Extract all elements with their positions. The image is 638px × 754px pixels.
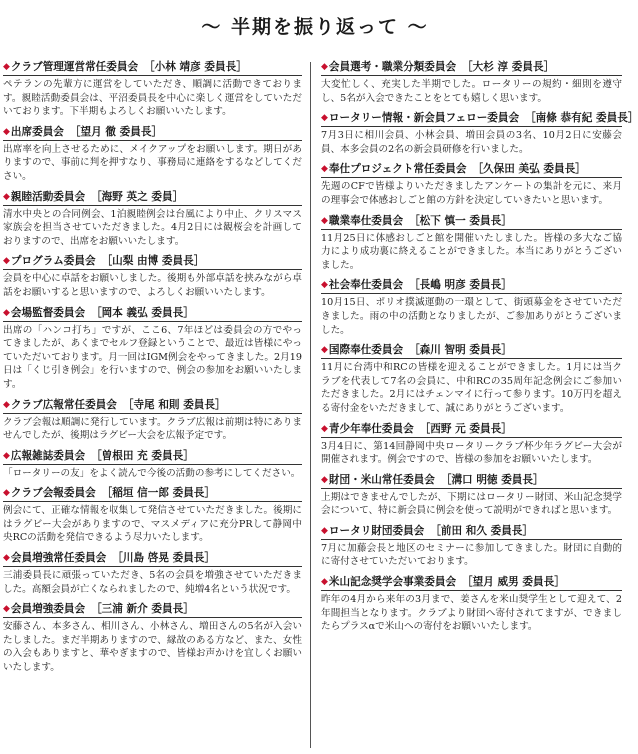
committee-heading xyxy=(3,306,302,320)
committee-report: 出席の「ハンコ打ち」ですが、ここ6、7年ほどは委員会の方でやってきましたが、あくまでセルフ登録ということで、最近は皆様にやっていただいております。月一回はIGM例会をやってきました。2月19日は「くじ引き例会」を行いますので、例会の参加をお願いいたします。 xyxy=(3,324,302,390)
diamond-bullet-icon: ◆ xyxy=(321,113,328,124)
committee-heading xyxy=(3,190,302,204)
committee-section xyxy=(3,125,302,184)
committee-person: 前田 和久 委員長 xyxy=(440,524,523,537)
heading-rule xyxy=(3,501,302,502)
diamond-bullet-icon: ◆ xyxy=(3,553,10,564)
diamond-bullet-icon: ◆ xyxy=(3,191,10,202)
committee-heading xyxy=(321,111,638,125)
person-bracket-open: ［ xyxy=(419,422,431,435)
committee-report: 安藤さん、本多さん、相川さん、小林さん、増田さんの5名が入会いたしました。まだ半期ありますので、縁故のある方など、また、女性の入会もありますと、華やぎますので、皆様お声かけを宜しくお願いいたします。 xyxy=(3,621,302,674)
committee-name: 社会奉仕委員会 xyxy=(328,279,404,292)
person-bracket-close: ］ xyxy=(236,61,247,73)
diamond-bullet-icon: ◆ xyxy=(321,164,328,175)
committee-person: 寺尾 和則 委員長 xyxy=(133,398,215,411)
person-bracket-open: ［ xyxy=(91,603,102,616)
person-bracket-open: ［ xyxy=(91,190,102,203)
heading-rule xyxy=(3,205,302,206)
diamond-bullet-icon: ◆ xyxy=(321,215,328,226)
committee-section xyxy=(3,254,302,299)
person-bracket-close: ］ xyxy=(575,163,586,176)
committee-report: 上期はできませんでしたが、下期にはロータリー財団、米山記念奨学会について、特に新会員に例会を使って説明ができればと思います。 xyxy=(321,491,622,517)
committee-heading xyxy=(3,486,302,500)
committee-name: 職業奉仕委員会 xyxy=(328,214,404,227)
committee-heading xyxy=(321,60,622,74)
heading-rule xyxy=(321,437,622,438)
committee-report: 会員を中心に卓話をお願いしました。後期も外部卓話を挟みながら卓話をお願いすると思いますので、よろしくお願いいたします。 xyxy=(3,273,302,298)
committee-report: 大変忙しく、充実した半期でした。ロータリーの規約・細則を遵守し、5名が入会できたことをとても嬉しく思います。 xyxy=(321,79,622,104)
committee-person: 大杉 淳 委員長 xyxy=(472,61,544,73)
committee-report: 7月3日に相川会員、小林会員、増田会員の3名、10月2日に安藤会員、本多会員の2名の新会員研修を行いました。 xyxy=(321,130,622,155)
heading-rule xyxy=(3,75,302,76)
committee-name: 国際奉仕委員会 xyxy=(328,344,404,357)
committee-name: クラブ広報常任委員会 xyxy=(10,398,117,411)
committee-heading xyxy=(3,60,302,74)
committee-section xyxy=(321,162,622,207)
committee-heading xyxy=(321,473,622,487)
diamond-bullet-icon: ◆ xyxy=(3,450,10,461)
diamond-bullet-icon: ◆ xyxy=(321,474,328,485)
committee-heading xyxy=(321,162,622,176)
committee-section xyxy=(321,575,622,634)
committee-heading xyxy=(321,278,622,292)
committee-name: 財団・米山常任委員会 xyxy=(328,473,435,486)
committee-section xyxy=(3,449,302,481)
committee-section xyxy=(3,306,302,392)
committee-heading xyxy=(321,214,622,228)
diamond-bullet-icon: ◆ xyxy=(321,525,328,536)
committee-name: 会員増強委員会 xyxy=(10,603,86,616)
column-divider xyxy=(310,62,311,748)
person-bracket-open: ［ xyxy=(91,449,102,462)
person-bracket-open: ［ xyxy=(430,524,441,537)
committee-name: 青少年奉仕委員会 xyxy=(328,422,414,435)
committee-person: 稲垣 信一郎 委員長 xyxy=(112,487,205,500)
committee-person: 西野 元 委員長 xyxy=(430,422,502,435)
committee-heading xyxy=(321,422,622,436)
committee-section xyxy=(321,278,622,337)
person-bracket-open: ［ xyxy=(112,552,123,565)
person-bracket-open: ［ xyxy=(101,255,113,268)
right-column xyxy=(321,60,638,640)
heading-rule xyxy=(321,126,622,127)
committee-report: 7月に加藤会長と地区のセミナーに参加してきました。財団に自動的に寄付させていただいております。 xyxy=(321,542,622,568)
committee-heading xyxy=(3,551,302,565)
committee-person: 海野 英之 委員 xyxy=(101,190,173,203)
person-bracket-close: ］ xyxy=(172,190,184,203)
committee-name: 会場監督委員会 xyxy=(10,306,86,319)
committee-report: 「ロータリーの友」をよく読んで今後の活動の参考にしてください。 xyxy=(3,467,301,479)
committee-person: 小林 靖彦 委員長 xyxy=(154,61,237,73)
person-bracket-close: ］ xyxy=(204,487,215,500)
person-bracket-open: ［ xyxy=(101,487,113,500)
committee-name: ロータリ財団委員会 xyxy=(328,524,425,537)
person-bracket-close: ］ xyxy=(522,524,533,537)
heading-rule xyxy=(3,321,302,322)
person-bracket-open: ［ xyxy=(91,306,102,319)
committee-person: 溝口 明徳 委員長 xyxy=(451,473,533,486)
person-bracket-close: ］ xyxy=(501,344,512,357)
person-bracket-open: ［ xyxy=(462,576,473,589)
committee-heading xyxy=(3,254,302,268)
committee-section xyxy=(321,422,622,467)
committee-report: 11月に台湾中和RCの皆様を迎えることができました。1月には当クラブを代表して7名の会員に、中和RCの35周年記念例会にご参加いただきました。2月にはチェンマイに行って参ります。10万円を超える寄付金をいただきまして、誠にありがとうございます。 xyxy=(321,362,622,414)
diamond-bullet-icon: ◆ xyxy=(321,280,328,291)
heading-rule xyxy=(321,539,622,540)
committee-section xyxy=(3,60,302,119)
committee-person: 望月 徹 委員長 xyxy=(80,125,152,138)
committee-report: 昨年の4月から来年の3月まで、姜さんを米山奨学生として迎えて、2年間担当となります。クラブより財団へ寄付されてますが、できましたらプラスαで米山への寄付をお願いいたします。 xyxy=(321,594,622,633)
diamond-bullet-icon: ◆ xyxy=(3,488,10,499)
committee-heading xyxy=(3,449,302,463)
person-bracket-open: ［ xyxy=(462,61,473,73)
committee-section xyxy=(321,111,638,156)
committee-name: 米山記念奨学会事業委員会 xyxy=(328,576,457,589)
person-bracket-close: ］ xyxy=(533,473,544,486)
heading-rule xyxy=(321,75,622,76)
committee-name: クラブ管理運営常任委員会 xyxy=(10,61,139,73)
person-bracket-open: ［ xyxy=(122,398,134,411)
person-bracket-close: ］ xyxy=(151,125,163,138)
diamond-bullet-icon: ◆ xyxy=(321,345,328,356)
heading-rule xyxy=(3,140,302,141)
committee-section xyxy=(321,343,622,415)
committee-report: 三浦委員長に頑張っていただき、5名の会員を増強させていただきました。高額会員が亡くなられましたので、純増4名という状況です。 xyxy=(3,570,302,595)
committee-section xyxy=(3,486,302,545)
committee-name: 会員選考・職業分類委員会 xyxy=(328,61,457,73)
heading-rule xyxy=(321,488,622,489)
person-bracket-close: ］ xyxy=(501,422,512,435)
committee-name: 親睦活動委員会 xyxy=(10,190,86,203)
diamond-bullet-icon: ◆ xyxy=(321,62,328,72)
committee-person: 曽根田 充 委員長 xyxy=(101,449,184,462)
committee-person: 川島 啓晃 委員長 xyxy=(122,552,205,565)
person-bracket-close: ］ xyxy=(183,306,194,319)
diamond-bullet-icon: ◆ xyxy=(321,423,328,434)
committee-report: 11月25日に体感おしごと館を開催いたしました。皆様の多大なご協力により成功裏に終えることができました。本当にありがとうございました。 xyxy=(321,232,622,271)
person-bracket-close: ］ xyxy=(183,603,194,616)
committee-person: 森川 智明 委員長 xyxy=(419,344,502,357)
heading-rule xyxy=(321,293,622,294)
committee-report: ペテランの先輩方に運営をしていただき、順調に活動できております。親睦活動委員会は、平沼委員長を中心に楽しく運営をしていただいております。下半期もよろしくお願いいたします。 xyxy=(3,79,302,118)
committee-person: 久保田 美弘 委員長 xyxy=(483,163,576,176)
committee-name: ロータリー情報・新会員フェロー委員会 xyxy=(328,112,520,125)
person-bracket-open: ［ xyxy=(409,279,420,292)
committee-heading xyxy=(3,125,302,139)
diamond-bullet-icon: ◆ xyxy=(3,256,10,267)
committee-report: 清水中央との合同例会、1泊親睦例会は台風により中止、クリスマス家族会を担当させていただきました。4月2日には観桜会を計画しておりますので、出席をお願いいたします。 xyxy=(3,208,302,247)
committee-name: 出席委員会 xyxy=(10,125,64,138)
person-bracket-open: ［ xyxy=(440,473,452,486)
committee-person: 長嶋 明彦 委員長 xyxy=(419,279,502,292)
committee-person: 松下 慎一 委員長 xyxy=(419,214,502,227)
committee-heading xyxy=(321,524,622,538)
committee-person: 三浦 新介 委員長 xyxy=(101,603,184,616)
committee-section xyxy=(3,551,302,596)
person-bracket-open: ［ xyxy=(525,112,536,125)
committee-person: 望月 威男 委員長 xyxy=(472,576,555,589)
person-bracket-close: ］ xyxy=(204,552,215,565)
committee-name: プログラム委員会 xyxy=(10,255,96,268)
person-bracket-open: ［ xyxy=(144,61,155,73)
heading-rule xyxy=(321,229,622,230)
committee-name: 奉仕プロジェクト常任委員会 xyxy=(328,163,467,176)
committee-heading xyxy=(321,575,622,589)
committee-report: 10月15日、ポリオ撲滅運動の一環として、街頭募金をさせていただきました。雨の中の活動となりましたが、ご参加ありがとうございました。 xyxy=(321,297,622,336)
committee-section xyxy=(3,190,302,249)
person-bracket-open: ［ xyxy=(69,125,81,138)
person-bracket-open: ［ xyxy=(409,344,420,357)
committee-section xyxy=(321,473,622,518)
diamond-bullet-icon: ◆ xyxy=(3,399,10,410)
page-title: 〜 半期を振り返って 〜 xyxy=(201,16,429,38)
committee-heading xyxy=(3,602,302,616)
person-bracket-close: ］ xyxy=(501,214,512,227)
committee-section xyxy=(3,602,302,674)
committee-report: 先週のCFで皆様よりいただきましたアンケートの集計を元に、来月の理事会で体感おしごと館の方針を決定していきたいと思います。 xyxy=(321,181,622,206)
diamond-bullet-icon: ◆ xyxy=(3,307,10,318)
committee-person: 山梨 由博 委員長 xyxy=(112,255,194,268)
committee-heading xyxy=(3,398,302,412)
person-bracket-open: ［ xyxy=(409,214,420,227)
heading-rule xyxy=(321,358,622,359)
committee-report: クラブ会報は順調に発行しています。クラブ広報は前期は特にありませんでしたが、後期はラグビー大会を広報予定です。 xyxy=(3,416,302,442)
person-bracket-close: ］ xyxy=(193,255,205,268)
heading-rule xyxy=(3,566,302,567)
heading-rule xyxy=(3,413,302,414)
committee-section xyxy=(321,60,622,105)
committee-section xyxy=(321,524,622,569)
committee-heading xyxy=(321,343,622,357)
heading-rule xyxy=(321,590,622,591)
heading-rule xyxy=(321,177,622,178)
heading-rule xyxy=(3,269,302,270)
committee-name: クラブ会報委員会 xyxy=(10,487,96,500)
committee-name: 会員増強常任委員会 xyxy=(10,552,107,565)
person-bracket-open: ［ xyxy=(472,163,484,176)
left-column xyxy=(3,60,302,681)
person-bracket-close: ］ xyxy=(543,61,555,73)
diamond-bullet-icon: ◆ xyxy=(321,577,328,588)
person-bracket-close: ］ xyxy=(501,279,512,292)
committee-section xyxy=(321,214,622,273)
heading-rule xyxy=(3,464,302,465)
diamond-bullet-icon: ◆ xyxy=(3,62,10,72)
committee-name: 広報雑誌委員会 xyxy=(10,449,86,462)
committee-report: 出席率を向上させるために、メイクアップをお願いします。期日がありますので、事前に判を押すなり、事務局に連絡をするなどしてください。 xyxy=(3,143,302,182)
heading-rule xyxy=(3,617,302,618)
committee-report: 3月4日に、第14回静岡中央ロータリークラブ杯少年ラグビー大会が開催されます。例会ですので、皆様の参加をお願いいたします。 xyxy=(321,440,622,466)
person-bracket-close: ］ xyxy=(215,398,226,411)
person-bracket-close: ］ xyxy=(554,576,565,589)
person-bracket-close: ］ xyxy=(183,449,194,462)
diamond-bullet-icon: ◆ xyxy=(3,604,10,615)
diamond-bullet-icon: ◆ xyxy=(3,126,10,137)
committee-person: 岡本 義弘 委員長 xyxy=(101,306,184,319)
committee-section xyxy=(3,398,302,443)
person-bracket-close: ］ xyxy=(627,112,638,125)
committee-report: 例会にて、正確な情報を収集して発信させていただきました。後期にはラグビー大会がありますので、マスメディアに充分PRして静岡中央RCの活動を発信できるよう尽力いたします。 xyxy=(3,505,302,544)
committee-person: 南條 恭有紀 委員長 xyxy=(535,112,628,125)
